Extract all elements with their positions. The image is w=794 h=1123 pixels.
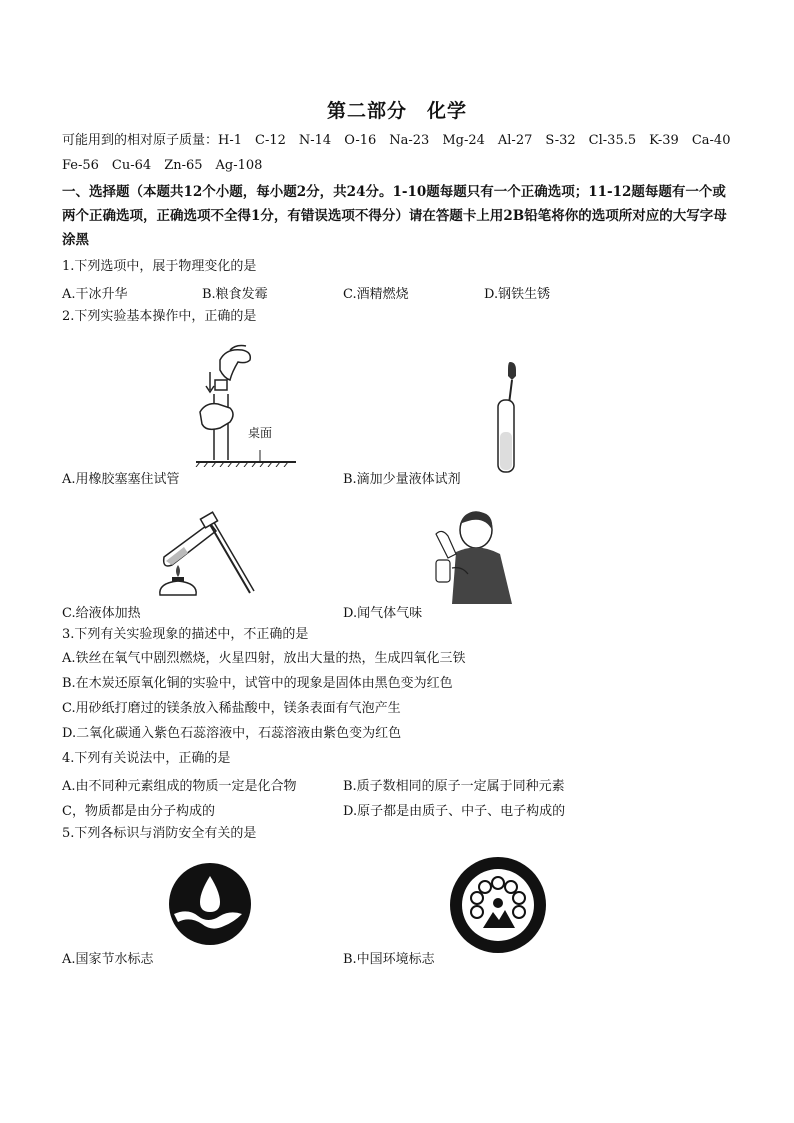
atomic-masses-line-2: Fe-56 Cu-64 Zn-65 Ag-108: [62, 158, 263, 173]
dropper-test-tube-figure: [488, 360, 528, 475]
q4-stem: 4.下列有关说法中，正确的是: [62, 751, 231, 766]
q1-stem: 1.下列选项中，展于物理变化的是: [62, 259, 257, 274]
q1-option-b: B.粮食发霉: [202, 287, 268, 302]
q5-stem: 5.下列各标识与消防安全有关的是: [62, 826, 257, 841]
q3-option-b: B.在木炭还原氧化铜的实验中，试管中的现象是固体由黑色变为红色: [62, 676, 453, 691]
q3-option-c: C.用砂纸打磨过的镁条放入稀盐酸中，镁条表面有气泡产生: [62, 701, 401, 716]
atomic-masses-line-1: 可能用到的相对原子质量：H-1 C-12 N-14 O-16 Na-23 Mg-24 Al-27 S-32 Cl-35.5 K-39 Ca-40: [62, 133, 731, 148]
section-heading: 一、选择题（本题共12个小题，每小题2分，共24分。1-10题每题只有一个正确选项；11-12题每题有一个或两个正确选项，正确选项不全得1分，有错误选项不得分）请在答题卡上用2B铅笔将你的选项所对应的大写字母涂黑: [62, 184, 727, 248]
q4-option-c: C，物质都是由分子构成的: [62, 804, 215, 819]
q5-option-b: B.中国环境标志: [343, 952, 435, 967]
q2-option-d: D.闻气体气味: [343, 606, 423, 621]
q3-option-d: D.二氧化碳通入紫色石蕊溶液中，石蕊溶液由紫色变为红色: [62, 726, 402, 741]
smelling-gas-figure: [428, 508, 520, 606]
q1-option-d: D.钢铁生锈: [484, 287, 551, 302]
table-surface-label: 桌面: [248, 426, 273, 440]
q2-option-a: A.用橡胶塞塞住试管: [62, 472, 180, 487]
page-title: 第二部分 化学: [326, 100, 467, 122]
q4-option-a: A.由不同种元素组成的物质一定是化合物: [62, 779, 297, 794]
environmental-label-logo: [449, 856, 547, 954]
q4-option-b: B.质子数相同的原子一定属于同种元素: [343, 779, 565, 794]
q5-option-a: A.国家节水标志: [62, 952, 154, 967]
stopper-test-tube-figure: [190, 342, 300, 467]
q2-stem: 2.下列实验基本操作中，正确的是: [62, 309, 257, 324]
q1-option-a: A.干冰升华: [62, 287, 128, 302]
heating-liquid-figure: [150, 505, 260, 597]
water-saving-logo: [168, 862, 252, 946]
q4-option-d: D.原子都是由质子、中子、电子构成的: [343, 804, 566, 819]
q2-option-b: B.滴加少量液体试剂: [343, 472, 461, 487]
q3-option-a: A.铁丝在氧气中剧烈燃烧，火星四射，放出大量的热，生成四氧化三铁: [62, 651, 466, 666]
q1-option-c: C.酒精燃烧: [343, 287, 409, 302]
q2-option-c: C.给液体加热: [62, 606, 141, 621]
q3-stem: 3.下列有关实验现象的描述中，不正确的是: [62, 627, 309, 642]
